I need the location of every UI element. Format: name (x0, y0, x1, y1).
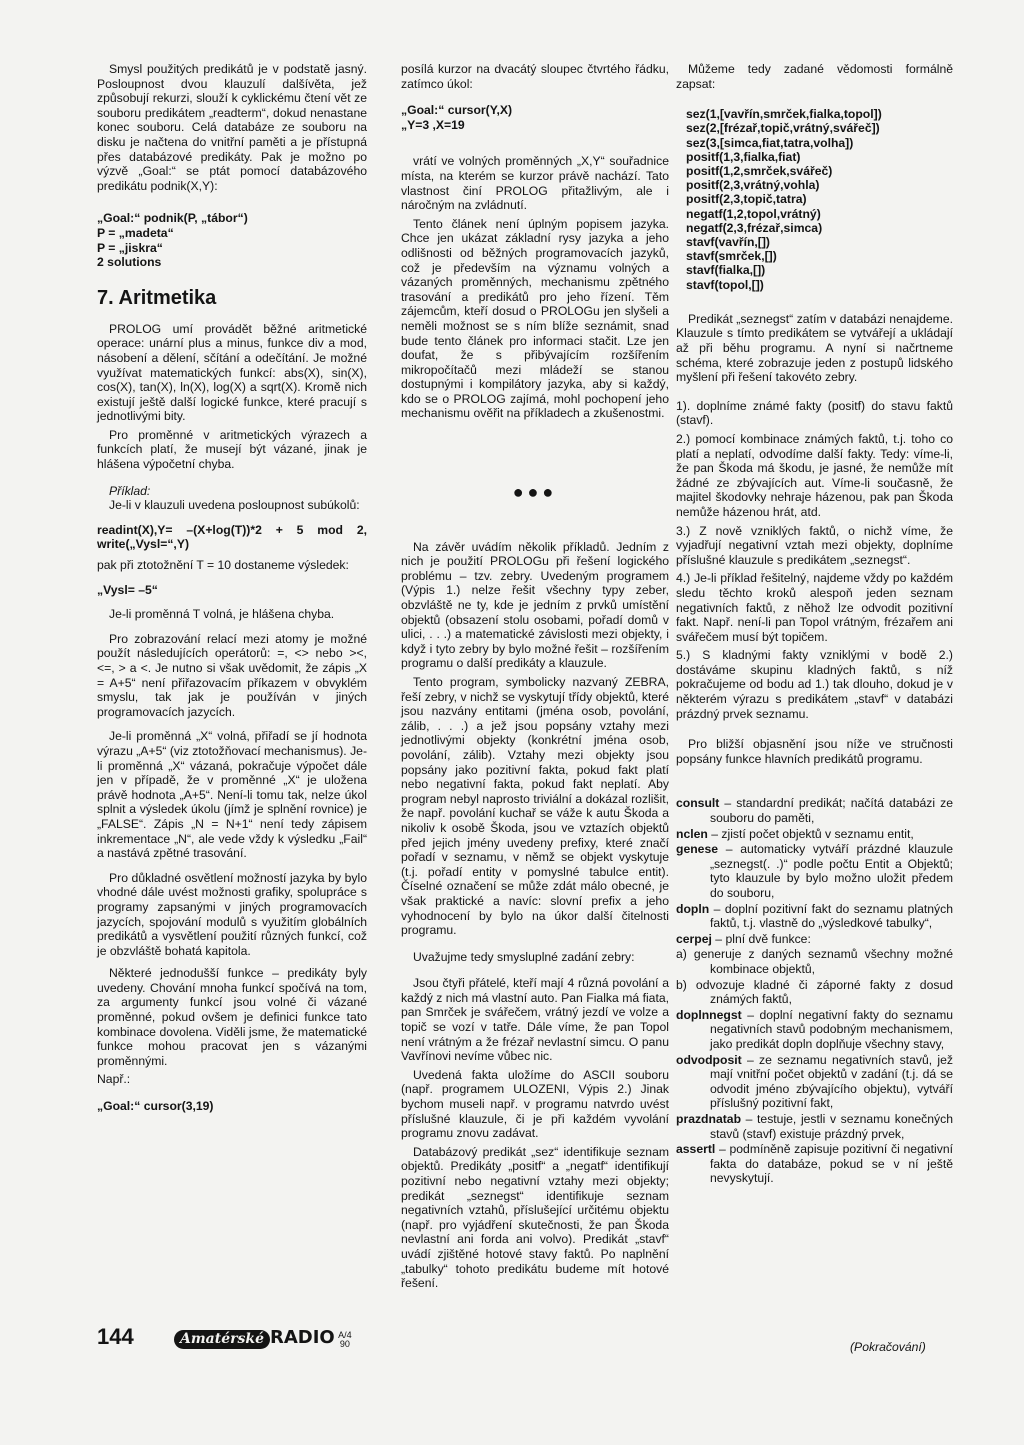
paragraph: Na závěr uvádím několik příkladů. Jedním z nich je použití PROLOGu při řešení logického problému – tzv. zebry. Uvedeným programem (Výpis 1.) nelze řešit všechny typy zeber, obzvláště ne ty, kde je jedním z prvků umístění objektů (obsazení stolu osobami, pořadí domů v ulici, . . .) a matematické závislosti mezi objekty, i když i tyto zebry by bylo možné řešit – rozšířením programu o další predikáty a klauzule. (401, 539, 669, 671)
paragraph: Je-li proměnná T volná, je hlášena chyba. (109, 607, 335, 622)
predicate-item (676, 932, 953, 947)
predicate-name: prazdnatab (676, 1111, 742, 1126)
fact-line: negatf(1,2,topol,vrátný) (686, 206, 821, 221)
fact-line: stavf(topol,[]) (686, 277, 764, 292)
code-line: P = „madeta“ (97, 225, 174, 240)
predicate-item (676, 1053, 953, 1111)
fact-line: positf(2,3,topič,tatra) (686, 192, 807, 207)
code-line: „Y=3 ,X=19 (401, 117, 465, 132)
predicate-desc: – ze seznamu negativních stavů, jež mají vnitřní počet objektů v zadání (t.j. dá se odvodit jméno zbývajícího objektu), vytváří příslušný pozitivní fakt, (710, 1052, 953, 1111)
predicate-list (676, 796, 953, 1185)
fact-line: stavf(vavřín,[]) (686, 235, 770, 250)
predicate-name: doplnnegst (676, 1007, 742, 1022)
section-heading: 7. Aritmetika (97, 286, 217, 309)
predicate-desc: – plní dvě funkce: (711, 931, 811, 946)
predicate-desc: a) generuje z daných seznamů všechny možné kombinace objektů, (676, 947, 953, 976)
predicate-name: cerpej (676, 931, 712, 946)
predicate-desc: – podmíněně zapisuje pozitivní či negativní fakta do databáze, pokud se v ní ještě nevyskytují. (710, 1142, 953, 1186)
paragraph: Můžeme tedy zadané vědomosti formálně zapsat: (676, 62, 953, 91)
paragraph: posílá kurzor na dvacátý sloupec čtvrtého řádku, zatímco úkol: (401, 62, 669, 91)
fact-line: sez(1,[vavřín,smrček,fialka,topol]) (686, 107, 882, 122)
code-block: „Vysl= –5“ (97, 582, 158, 597)
paragraph: pak při ztotožnění T = 10 dostaneme výsledek: (97, 558, 349, 573)
code-line: 2 solutions (97, 255, 162, 270)
paragraph: Jsou čtyři přátelé, kteří mají 4 různá povolání a každý z nich má vlastní auto. Pan Fialka má fiata, pan Smrček je svářečem, vrátný jezdí ve volze a topič se vozí v tatře. Dále víme, že pan Topol není vrátným a že frézař nevlastní simcu. O panu Vavřínovi nevíme vůbec nic. (401, 976, 669, 1064)
paragraph: Databázový predikát „sez“ identifikuje seznam objektů. Predikáty „positf“ a „negatf“ identifikují pozitivní nebo negativní vztahy mezi objekty; predikát „seznegst“ identifikuje seznam negativních vztahů, příslušející určitému objektu (např. pro vyjádření skutečnosti, že pan Škoda nevlastní ani forda ani volvo). Predikát „stavf“ uvádí zjištěné hotové stavy faktů. Po naplnění „tabulky“ tohoto predikátu budeme mít hotové řešení. (401, 1144, 669, 1291)
predicate-name: assertl (676, 1142, 716, 1157)
issue-top: A/4 (338, 1329, 352, 1340)
logo-wordmark: RADIO (270, 1327, 335, 1348)
paragraph: Uvedená fakta uložíme do ASCII souboru (např. programem ULOZENI, Výpis 2.) Jinak bychom museli např. v programu natvrdo uvést příslušné klauzule, či je při každém vyvolání programu znovu zadávat. (401, 1067, 669, 1141)
paragraph: Tento článek není úplným popisem jazyka. Chce jen ukázat základní rysy jazyka a jeho odlišnosti od běžných programovacích jazyků, což je především na významu volných a vázaných proměnných, mechanismu zpětného trasování a predikátů pro jeho řízení. Těm zájemcům, kteří dosud o PROLOGu jen slyšeli a neměli možnost se s ním blíže seznámit, snad bude tento článek pro informaci stačit. Lze jen doufat, že s přibývajícím rozšířením mikropočítačů mezi mládeží se stanou dostupnými i kompilátory jazyka, aby si každý, kdo se o PROLOG zajímá, mohl pochopení jeho mechanismu ověřit na příkladech a zkušenostmi. (401, 216, 669, 421)
code-block (97, 211, 367, 269)
paragraph: vrátí ve volných proměnných „X,Y“ souřadnice místa, na kterém se kurzor právě nachází. Tato vlastnost činí PROLOG přitažlivým, ale i náročným na zvládnutí. (401, 154, 669, 213)
paragraph: Uvažujme tedy smysluplné zadání zebry: (413, 949, 635, 964)
predicate-name: consult (676, 796, 720, 811)
predicate-item (676, 827, 953, 842)
predicate-desc: b) odvozuje kladné či záporné fakty z dosud známých faktů, (676, 977, 953, 1007)
fact-line: sez(2,[frézař,topič,vrátný,svářeč]) (686, 121, 880, 136)
predicate-item (676, 796, 953, 825)
predicate-item (676, 1008, 953, 1052)
example-label: Příklad: (109, 483, 151, 498)
paragraph: Tento program, symbolicky nazvaný ZEBRA, řeší zebry, v nichž se vyskytují třídy objektů, které jsou nazvány entitami (jména osob, povolání, zálib, . . .) a jež jsou popsány vztahy mezi jednotlivými objekty (konkrétní jména osob, povolání, zálib). Vztahy mezi objekty jsou popsány jako pozitivní fakta, pokud fakt platí nebo negativní fakta, pokud fakt neplatí. Aby program nebyl naprosto triviální a dokázal rozlišit, že např. povolání kuchař se váže k autu Škoda a nikoliv k osobě Škoda, jsou ve vztazích objektů před jejich jmény uvedeny prefixy, které značí pořadí v seznamu, v němž se objekt vyskytuje (t.j. pořadí entity v pomyslné tabulce entit). Číselné označení se může zdát málo obecné, je však praktické a navíc: slovní prefix a jeho vyhodnocení by bylo na úkor další čitelnosti programu. (401, 675, 669, 938)
fact-line: negatf(2,3,frézař,simca) (686, 220, 823, 235)
code-block: readint(X),Y= –(X+log(T))*2 + 5 mod 2, write(„Vysl=“,Y) (97, 522, 367, 552)
code-line: „Goal:“ cursor(Y,X) (401, 103, 513, 118)
issue-bottom: 90 (339, 1338, 350, 1349)
code-line: „Goal:“ podnik(P, „tábor“) (97, 211, 248, 226)
code-block: „Goal:“ cursor(3,19) (97, 1099, 214, 1114)
predicate-name: dopln (676, 901, 710, 916)
fact-line: sez(3,[simca,fiat,tatra,volha]) (686, 135, 854, 150)
paragraph: Pro důkladné osvětlení možností jazyka by bylo vhodné dále uvést možnosti grafiky, spolupráce s programy zapsanými v jiných programovacích jazycích, spojování modulů s využitím globálních predikátů a vysvětlení použití různých funkcí, což je obzvláště bohatá kapitola. (97, 870, 367, 958)
column-3 (676, 62, 953, 1187)
predicate-item (676, 1112, 953, 1141)
paragraph: PROLOG umí provádět běžné aritmetické operace: unární plus a minus, funkce div a mod, násobení a dělení, sčítání a odečítání. Je možné využívat matematických funkcí: abs(X), sin(X), cos(X), tan(X), ln(X), log(X) a sqrt(X). Kromě nich existují ještě další logické funkce, které pracují s jednotlivými bity. (97, 321, 367, 424)
fact-line: stavf(fialka,[]) (686, 263, 766, 278)
predicate-name: nclen (676, 826, 708, 841)
facts-list (676, 107, 953, 292)
paragraph: Predikát „seznegst“ zatím v databázi nenajdeme. Klauzule s tímto predikátem se vytvářejí a ukládají až při běhu programu. A nyní si načrtneme schéma, které zobrazuje jeden z postupů lidského myšlení při řešení takovéto zebry. (676, 311, 953, 385)
page-number: 144 (97, 1324, 134, 1349)
issue-number (338, 1331, 352, 1349)
fact-line: positf(2,3,vrátný,vohla) (686, 178, 820, 193)
predicate-desc: – standardní predikát; načítá databázi ze souboru do paměti, (710, 796, 953, 826)
paragraph: Je-li proměnná „X“ volná, přiřadí se jí hodnota výrazu „A+5“ (viz ztotožňovací mechanismus). Je-li proměnná „X“ vázaná, pokračuje výpočet dále jen v případě, že v proměnné „X“ je uložena právě hodnota „A+5“. Není-li tomu tak, nelze úkol splnit a výsledek úkolu (jímž je splnění rovnice) je „FALSE“. Zápis „N = N+1“ není tedy zápisem inkrementace „N“, ale vede vždy k výsledku „Fail“ a nastává zpětné trasování. (97, 729, 367, 861)
fact-line: positf(1,2,smrček,svářeč) (686, 164, 833, 178)
predicate-item (676, 947, 953, 976)
predicate-item (676, 1142, 953, 1186)
predicate-desc: – doplní negativní fakty do seznamu negativních stavů podobným mechanismem, jako predikát dopln doplňuje všechny stavy, (710, 1007, 953, 1051)
predicate-name: genese (676, 842, 719, 857)
logo-script: Amatérské (174, 1330, 270, 1349)
column-1 (97, 62, 367, 1114)
column-2 (401, 62, 669, 1295)
predicate-desc: – zjistí počet objektů v seznamu entit, (707, 826, 914, 841)
predicate-item (676, 902, 953, 931)
paragraph: Je-li v klauzuli uvedena posloupnost subúkolů: (109, 498, 360, 513)
step-item: 4.) Je-li příklad řešitelný, najdeme vždy po každém sledu těchto kroků alespoň jeden seznam negativních faktů, z něhož lze odvodit pozitivní fakt. Např. není-li pan Topol vrátným, frézařem ani svářečem musí být topičem. (676, 571, 953, 644)
step-item: 3.) Z nově vzniklých faktů, o nichž víme, že vyjadřují negativní vztah mezi objekty, doplníme příslušné klauzule s predikátem „seznegst“. (676, 523, 953, 567)
predicate-desc: – testuje, jestli v seznamu konečných stavů (stavf) existuje prázdný prvek, (710, 1111, 953, 1141)
predicate-item (676, 978, 953, 1007)
step-item: 2.) pomocí kombinace známých faktů, t.j. toho co platí a neplatí, odvodíme další fakty. Tedy: víme-li, že pan Škoda má škodu, je jasné, že nemůže mít žádné ze zbývajících aut. Víme-li současně, že majitel škodovky nehraje házenou, pak pan Škoda nemůže házenou hrát, atd. (676, 431, 953, 519)
code-line: P = „jiskra“ (97, 240, 163, 255)
predicate-name: odvodposit (676, 1052, 742, 1067)
fact-line: stavf(smrček,[]) (686, 249, 777, 264)
fact-line: positf(1,3,fialka,fiat) (686, 149, 801, 164)
paragraph: Smysl použitých predikátů je v podstatě jasný. Posloupnost dvou klauzulí dalšívěta, jež způsobují rekurzi, slouží k cyklickému čtení vět ze souboru predikátem „readterm“, dokud nenastane konec souboru. Celá databáze ze souboru na disku je načtena do vnitřní paměti a je přístupná přes databázové predikáty. Pak je možno po výzvě „Goal:“ se ptát pomocí databázového predikátu podnik(X,Y): (97, 62, 367, 193)
paragraph: Pro proměnné v aritmetických výrazech a funkcích platí, že musejí být vázané, jinak je hlášena výpočetní chyba. (97, 427, 367, 472)
paragraph: Pro bližší objasnění jsou níže ve stručnosti popsány funkce hlavních predikátů programu. (676, 737, 953, 766)
predicate-item (676, 842, 953, 900)
step-item: 5.) S kladnými fakty vzniklými v bodě 2.) dostáváme skupinu kladných faktů, s níž pokračujeme od bodu ad 1.) tak dlouho, dokud je v některém výrazu s predikátem „stavf“ v databázi prázdný prvek seznamu. (676, 648, 953, 721)
paragraph: Pro zobrazování relací mezi atomy je možné použít následujících operátorů: =, <> nebo ><, <=, > a <. Je nutno si však uvědomit, že zápis „X = A+5“ není přiřazovacím příkazem v obvyklém smyslu, tak jak je používán v jiných programovacích jazycích. (97, 631, 367, 719)
paragraph: Některé jednodušší funkce – predikáty byly uvedeny. Chování mnoha funkcí spočívá na tom, za argumenty funkcí jsou volné či vázané proměnné, pokud ovšem je definici funkce tato kombinace dovolena. Viděli jsme, že matematické funkce mohou pracovat jen s vázanými proměnnými. (97, 966, 367, 1068)
predicate-desc: – automaticky vytváří prázdné klauzule „seznegst(. .)“ podle počtu Entit a Objektů; tyto klauzule by bylo možno uložit předem do souboru, (710, 842, 953, 901)
step-item: 1). doplníme známé fakty (positf) do stavu faktů (stavf). (676, 398, 953, 428)
section-separator: ●●● (512, 482, 558, 503)
paragraph: Např.: (97, 1072, 131, 1087)
predicate-desc: – doplní pozitivní fakt do seznamu platných faktů, t.j. vlastně do „výsledkové tabulky“, (709, 901, 953, 931)
magazine-logo (174, 1327, 364, 1356)
continued-note: (Pokračování) (850, 1340, 926, 1354)
